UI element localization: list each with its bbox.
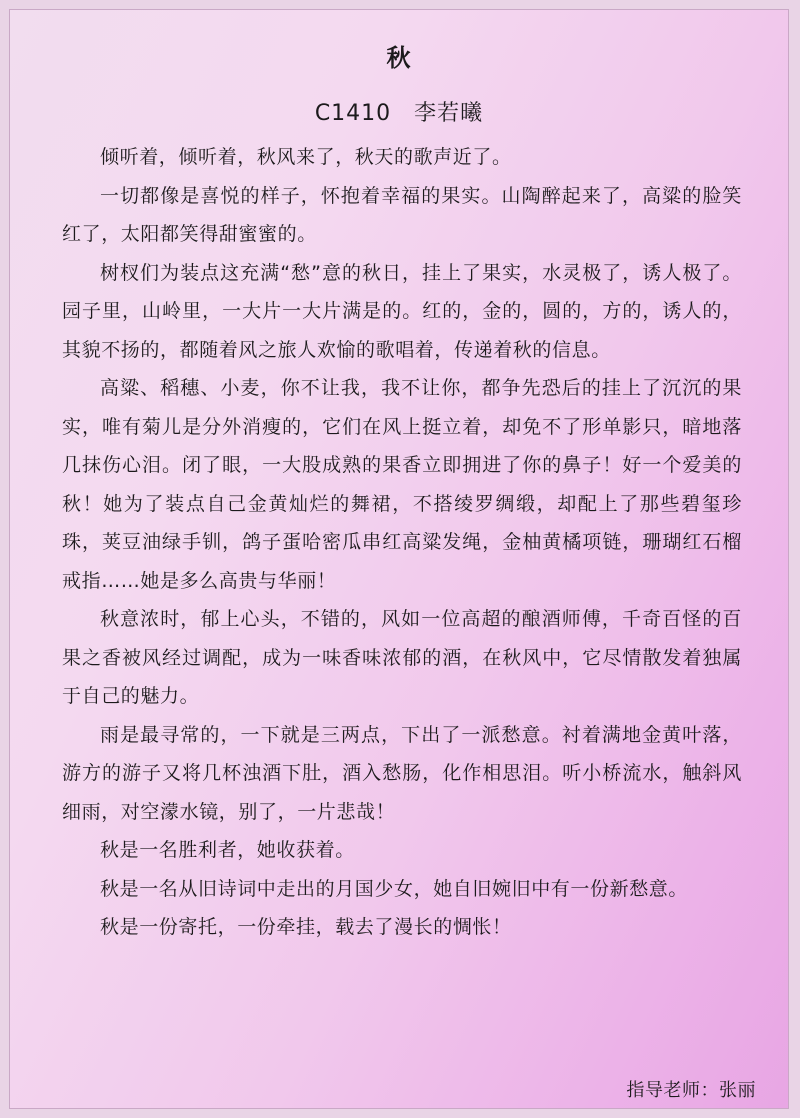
essay-page (9, 9, 789, 1109)
essay-paragraph: 倾听着，倾听着，秋风来了，秋天的歌声近了。 (100, 146, 512, 168)
essay-paragraph: 高粱、稻穗、小麦，你不让我，我不让你，都争先恐后的挂上了沉沉的果实，唯有菊儿是分外消瘦的，它们在风上挺立着，却免不了形单影只，暗地落几抹伤心泪。闭了眼，一大股成熟的果香立即拥进了你的鼻子！好一个爱美的秋！她为了装点自己金黄灿烂的舞裙，不搭绫罗绸缎，却配上了那些碧玺珍珠，荚豆油绿手钏，鸽子蛋哈密瓜串红高粱发绳，金柚黄橘项链，珊瑚红石榴戒指……她是多么高贵与华丽！ (62, 377, 742, 592)
essay-paragraph: 秋意浓时，郁上心头，不错的，风如一位高超的酿酒师傅，千奇百怪的百果之香被风经过调配，成为一味香味浓郁的酒，在秋风中，它尽情散发着独属于自己的魅力。 (62, 608, 742, 707)
essay-body (62, 138, 742, 947)
essay-paragraph: 秋是一份寄托，一份牵挂，载去了漫长的惆怅！ (100, 916, 512, 938)
essay-paragraph: 秋是一名胜利者，她收获着。 (100, 839, 355, 861)
essay-title: 秋 (386, 44, 412, 72)
essay-paragraph: 一切都像是喜悦的样子，怀抱着幸福的果实。山陶醉起来了，高粱的脸笑红了，太阳都笑得甜蜜蜜的。 (62, 184, 742, 245)
author-byline: C1410 李若曦 (314, 101, 484, 126)
essay-paragraph: 雨是最寻常的，一下就是三两点，下出了一派愁意。衬着满地金黄叶落，游方的游子又将几杯浊酒下肚，酒入愁肠，化作相思泪。听小桥流水，触斜风细雨，对空濛水镜，别了，一片悲哉！ (62, 723, 742, 823)
essay-paragraph: 秋是一名从旧诗词中走出的月国少女，她自旧婉旧中有一份新愁意。 (100, 877, 689, 900)
teacher-signature: 指导老师：张丽 (626, 1080, 756, 1101)
essay-paragraph: 树杈们为装点这充满“愁”意的秋日，挂上了果实，水灵极了，诱人极了。园子里，山岭里，一大片一大片满是的。红的，金的，圆的，方的，诱人的，其貌不扬的，都随着风之旅人欢愉的歌唱着，传递着秋的信息。 (62, 261, 742, 361)
